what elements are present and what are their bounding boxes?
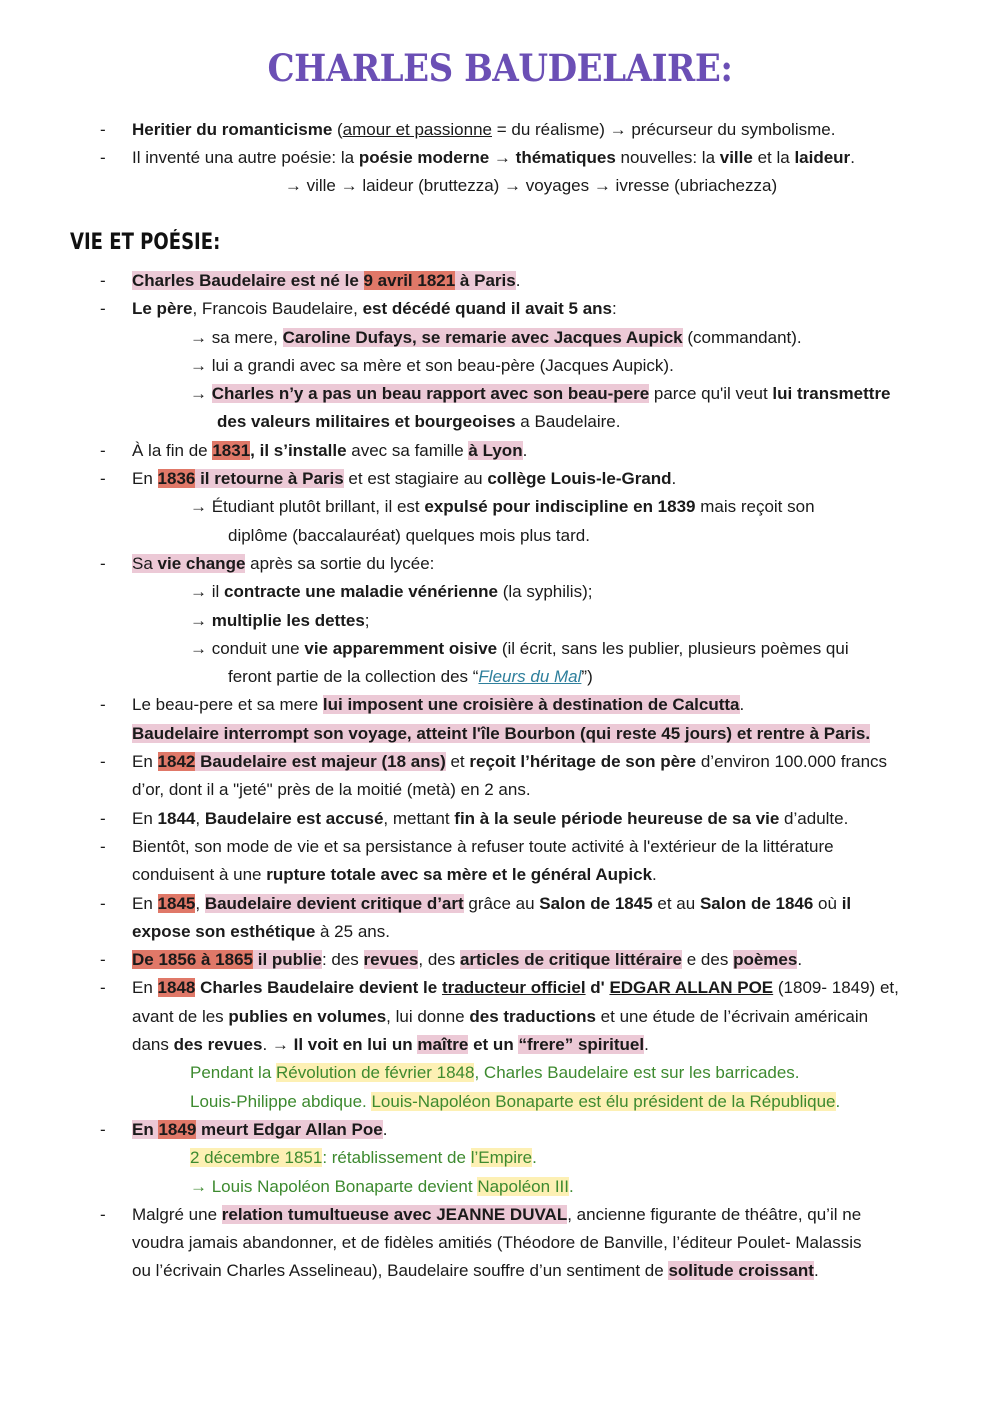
text: Malgré une — [132, 1204, 222, 1224]
highlight-yellow: Révolution de février 1848 — [276, 1063, 475, 1083]
section-title: VIE ET POÉSIE: — [70, 230, 221, 255]
highlight-text: “frere” spirituel — [518, 1035, 645, 1055]
text: d’adulte. — [779, 808, 849, 828]
text: mais reçoit son — [695, 497, 815, 517]
highlight-text: Baudelaire devient critique d’art — [204, 893, 464, 913]
intro-text: = du réalisme) → précurseur du symbolisme. — [492, 120, 836, 139]
text: des revues — [173, 1035, 263, 1055]
history-note — [190, 1059, 930, 1087]
list-item — [100, 890, 930, 947]
bullet-dash: - — [100, 1119, 106, 1139]
highlight-date: 1831 — [212, 440, 251, 460]
highlight-text: maître — [417, 1035, 469, 1055]
bullet-dash: - — [100, 440, 106, 460]
list-item — [100, 1201, 930, 1286]
text: Salon de 1845 — [539, 893, 653, 913]
text: → — [190, 384, 212, 404]
text: Le père — [132, 299, 193, 319]
bullet-dash: - — [100, 950, 106, 970]
text: expose son esthétique — [132, 921, 316, 941]
text: e des — [682, 950, 734, 970]
text: lui transmettre — [772, 384, 891, 404]
highlight-text: En — [132, 1119, 159, 1139]
text: contracte une maladie vénérienne — [224, 582, 498, 602]
intro-keywords: → ville → laideur (bruttezza) → voyages → ivresse (ubriachezza) — [284, 176, 778, 195]
text: , des — [418, 950, 460, 970]
text: , mettant — [383, 808, 455, 828]
highlight-text: Baudelaire interrompt son voyage, atteint l'île Bourbon (qui reste 45 jours) et rentre à Paris. — [132, 723, 871, 743]
intro-list — [100, 116, 930, 200]
list-item — [100, 550, 930, 578]
text: Le beau-pere et sa mere — [132, 695, 323, 715]
intro-text: thématiques — [515, 148, 616, 167]
intro-item — [100, 144, 930, 172]
sub-item — [190, 578, 930, 606]
text: ”) — [581, 667, 593, 687]
list-item — [100, 748, 930, 805]
text: → il — [190, 582, 224, 602]
bullet-dash: - — [100, 553, 106, 573]
sub-item-continuation — [228, 663, 930, 691]
intro-item — [100, 116, 930, 144]
sub-item-continuation — [217, 408, 930, 436]
text: Bientôt, son mode de vie et sa persistance à refuser toute activité à l'extérieur de la littérature — [132, 836, 834, 856]
text: d’or, dont il a "jeté" près de la moitié (metà) en 2 ans. — [132, 780, 531, 800]
highlight-text: revues — [363, 950, 419, 970]
highlight-text: il publie — [253, 950, 322, 970]
text: . — [652, 865, 657, 885]
text: avec sa famille — [346, 440, 469, 460]
bullet-dash: - — [100, 695, 106, 715]
bullet-dash: - — [100, 808, 106, 828]
text: (commandant). — [682, 327, 802, 347]
text: Charles Baudelaire devient le — [195, 978, 442, 998]
text: où — [813, 893, 842, 913]
text: conduisent à une — [132, 865, 267, 885]
highlight-text: lui imposent une croisière à destination de Calcutta — [322, 695, 740, 715]
bullet-dash: - — [100, 836, 106, 856]
text: grâce au — [463, 893, 540, 913]
text: . — [797, 950, 803, 970]
text: et — [445, 752, 470, 772]
sub-item — [190, 607, 930, 635]
text: → — [190, 610, 212, 630]
history-note — [190, 1088, 930, 1116]
text: feront partie de la collection des “ — [228, 667, 479, 687]
text: → conduit une — [190, 638, 305, 658]
text: fin à la seule période heureuse de sa vie — [454, 808, 780, 828]
text: et est stagiaire au — [343, 469, 488, 489]
text: multiplie les dettes — [211, 610, 365, 630]
highlight-yellow: 2 décembre 1851 — [190, 1148, 323, 1168]
highlight-yellow: Louis-Napoléon Bonaparte est élu président de la République — [371, 1091, 836, 1111]
bullet-dash: - — [100, 271, 106, 290]
text: collège Louis-le-Grand — [487, 469, 672, 489]
text: . — [739, 695, 745, 715]
text: . — [644, 1035, 649, 1055]
bullet-dash: - — [100, 299, 106, 319]
list-item — [100, 833, 930, 890]
text: . — [835, 1091, 841, 1111]
sub-item — [190, 635, 930, 663]
text: reçoit l’héritage de son père — [469, 752, 697, 772]
text: (il écrit, sans les publier, plusieurs poèmes qui — [497, 638, 849, 658]
intro-text: ( — [332, 120, 343, 139]
text: , — [195, 893, 205, 913]
text: , — [195, 808, 205, 828]
highlight-date: 1836 — [157, 469, 196, 489]
text: : — [612, 299, 617, 319]
text: traducteur officiel — [441, 978, 586, 998]
text: . — [515, 271, 521, 290]
text: . — [569, 1176, 574, 1196]
bullet-dash: - — [100, 148, 106, 167]
bullet-dash: - — [100, 469, 106, 489]
highlight-text: articles de critique littéraire — [459, 950, 683, 970]
sub-item — [190, 493, 930, 521]
list-item — [100, 465, 930, 493]
highlight-text: solitude croissant — [668, 1261, 814, 1281]
highlight-yellow: l’Empire — [470, 1148, 533, 1168]
text: À la fin de — [132, 440, 213, 460]
text: (la syphilis); — [498, 582, 593, 602]
bullet-dash: - — [100, 1204, 106, 1224]
highlight-date: 1848 — [157, 978, 196, 998]
highlight-text: vie change — [157, 553, 246, 573]
text: est décédé quand il avait 5 ans — [362, 299, 613, 319]
highlight-text: Caroline Dufays, se remarie avec Jacques Aupick — [282, 327, 683, 347]
text: → Étudiant plutôt brillant, il est — [190, 497, 425, 517]
text: En — [132, 469, 158, 489]
text: En — [132, 978, 158, 998]
text: , lui donne — [386, 1006, 470, 1026]
list-item — [100, 1116, 930, 1144]
text: et un — [468, 1035, 519, 1055]
text: : rétablissement de — [322, 1148, 471, 1168]
text: , il s’installe — [250, 440, 347, 460]
bullet-dash: - — [100, 978, 106, 998]
highlight-text: Charles Baudelaire est né le — [132, 271, 364, 290]
highlight-text: Charles n’y a pas un beau rapport avec son beau-pere — [211, 384, 650, 404]
highlight-text: à Lyon — [468, 440, 523, 460]
highlight-date: 1849 — [158, 1119, 197, 1139]
text: Il voit en lui un — [293, 1035, 418, 1055]
sub-item — [190, 324, 930, 352]
highlight-text: Sa — [132, 553, 158, 573]
bullet-dash: - — [100, 752, 106, 772]
text: → sa mere, — [190, 327, 283, 347]
text: parce qu'il veut — [649, 384, 773, 404]
history-note — [190, 1144, 930, 1172]
intro-text: amour et passionne — [342, 120, 492, 139]
sub-item-continuation: diplôme (baccalauréat) quelques mois plus tard. — [228, 525, 590, 545]
text: En — [132, 752, 158, 772]
text: Baudelaire est accusé — [204, 808, 384, 828]
intro-text: laideur — [794, 148, 851, 167]
list-item — [100, 267, 930, 295]
text: avant de les — [132, 1006, 229, 1026]
text: et au — [652, 893, 700, 913]
intro-text: ville — [719, 148, 753, 167]
highlight-text: Baudelaire est majeur (18 ans) — [195, 752, 446, 772]
text: des traductions — [469, 1006, 596, 1026]
biography-list — [100, 267, 930, 1286]
text: Louis-Philippe abdique. — [190, 1091, 372, 1111]
intro-text: . — [850, 148, 855, 167]
bullet-dash: - — [100, 893, 106, 913]
highlight-yellow: Napoléon III — [477, 1176, 569, 1196]
page-title: CHARLES BAUDELAIRE: — [267, 46, 733, 90]
text: à 25 ans. — [315, 921, 390, 941]
text: EDGAR ALLAN POE — [609, 978, 774, 998]
text: Pendant la — [190, 1063, 277, 1083]
text: d' — [585, 978, 610, 998]
text: d’environ 100.000 francs — [696, 752, 888, 772]
text: ou l’écrivain Charles Asselineau), Baudelaire souffre d’un sentiment de — [132, 1261, 669, 1281]
intro-text: et la — [752, 148, 795, 167]
bullet-dash: - — [100, 120, 106, 139]
intro-text: poésie moderne — [358, 148, 490, 167]
list-item — [100, 295, 930, 323]
intro-text: nouvelles: la — [615, 148, 720, 167]
text: après sa sortie du lycée: — [245, 553, 435, 573]
intro-text: → — [489, 148, 516, 167]
highlight-text: il retourne à Paris — [195, 469, 344, 489]
text: expulsé pour indiscipline en 1839 — [424, 497, 696, 517]
text: . — [532, 1148, 537, 1168]
text: , Francois Baudelaire, — [192, 299, 363, 319]
highlight-text: poèmes — [733, 950, 798, 970]
intro-text: Il inventé una autre poésie: la — [132, 148, 359, 167]
list-item — [100, 805, 930, 833]
highlight-text: à Paris — [455, 271, 516, 290]
highlight-date: De 1856 à 1865 — [132, 950, 253, 970]
text: vie apparemment oisive — [304, 638, 498, 658]
text: . — [522, 440, 528, 460]
text: des valeurs militaires et bourgeoises — [217, 412, 516, 432]
text: et une étude de l’écrivain américain — [595, 1006, 869, 1026]
intro-text: Heritier du romanticisme — [132, 120, 333, 139]
highlight-date: 1845 — [157, 893, 196, 913]
highlight-text: meurt Edgar Allan Poe — [196, 1119, 383, 1139]
text: : des — [321, 950, 364, 970]
text: rupture totale avec sa mère et le général Aupick — [266, 865, 653, 885]
text: publies en volumes — [228, 1006, 387, 1026]
text: ; — [364, 610, 370, 630]
text: . — [382, 1119, 388, 1139]
list-item — [100, 974, 930, 1059]
text: En — [132, 893, 158, 913]
text: En — [132, 808, 158, 828]
text: dans — [132, 1035, 174, 1055]
fleurs-du-mal-link[interactable]: Fleurs du Mal — [478, 667, 582, 687]
list-item — [100, 946, 930, 974]
text: (1809- 1849) et, — [773, 978, 899, 998]
history-note — [190, 1173, 930, 1201]
text: . — [813, 1261, 819, 1281]
text: → Louis Napoléon Bonaparte devient — [190, 1176, 478, 1196]
sub-item — [190, 380, 930, 408]
highlight-text: relation tumultueuse avec JEANNE DUVAL — [221, 1204, 568, 1224]
sub-item: → lui a grandi avec sa mère et son beau-père (Jacques Aupick). — [190, 355, 674, 375]
list-item — [100, 691, 930, 748]
text: , ancienne figurante de théâtre, qu’il ne — [567, 1204, 862, 1224]
text: a Baudelaire. — [515, 412, 621, 432]
highlight-date: 1842 — [157, 752, 196, 772]
text: 1844 — [157, 808, 196, 828]
text: , Charles Baudelaire est sur les barricades. — [474, 1063, 800, 1083]
text: . — [671, 469, 677, 489]
text: Salon de 1846 — [699, 893, 814, 913]
highlight-date: 9 avril 1821 — [363, 271, 456, 290]
text: . → — [262, 1035, 294, 1055]
list-item — [100, 437, 930, 465]
text: il — [841, 893, 852, 913]
text: voudra jamais abandonner, et de fidèles amitiés (Théodore de Banville, l’éditeur Poulet- Malassis — [132, 1233, 862, 1253]
